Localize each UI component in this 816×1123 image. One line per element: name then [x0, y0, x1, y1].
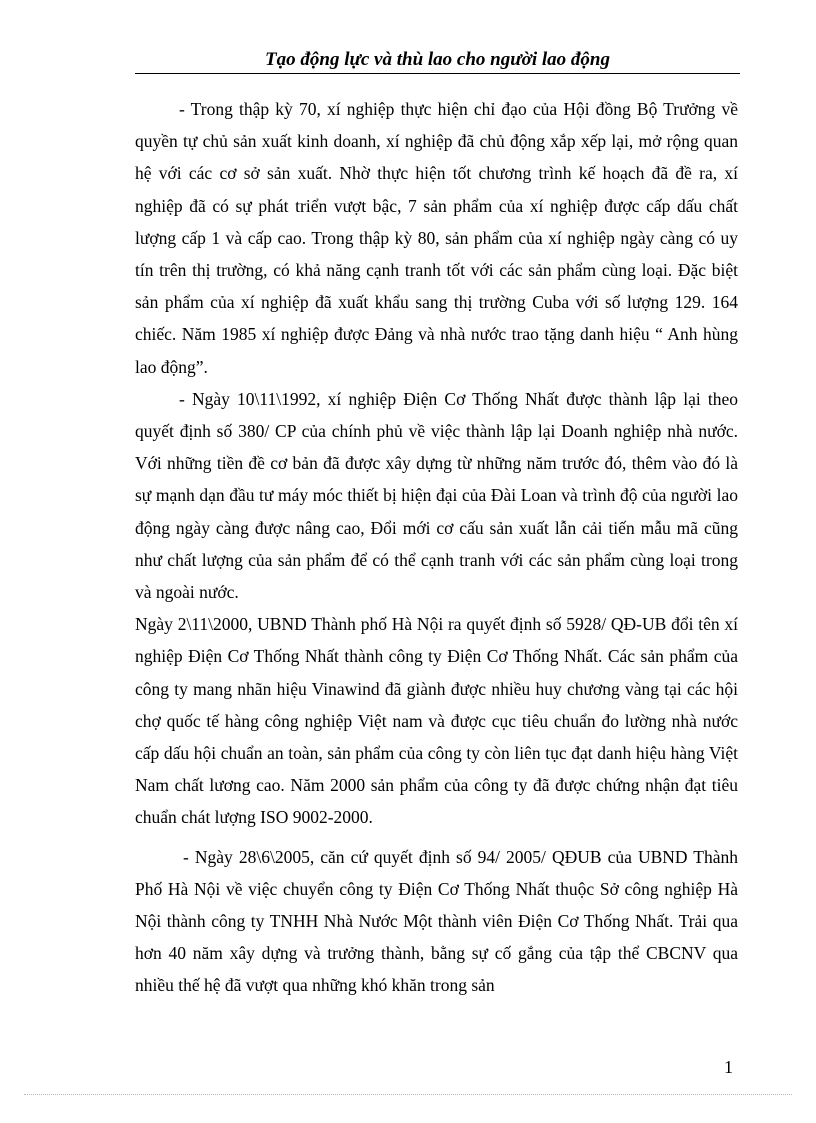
page-bottom-border — [24, 1094, 792, 1095]
page-header-title: Tạo động lực và thù lao cho người lao động — [265, 49, 610, 70]
paragraph-1970s: - Trong thập kỳ 70, xí nghiệp thực hiện chỉ đạo của Hội đồng Bộ Trưởng về quyền tự chủ sản xuất kinh doanh, xí nghiệp đã chủ động xắp xếp lại, mở rộng quan hệ với các cơ sở sản xuất. Nhờ thực hiện tốt chương trình kế hoạch đã đề ra, xí nghiệp đã có sự phát triển vượt bậc, 7 sản phẩm của xí nghiệp được cấp dấu chất lượng cấp 1 và cấp cao. Trong thập kỳ 80, sản phẩm của xí nghiệp ngày càng có uy tín trên thị trường, có khả năng cạnh tranh tốt với các sản phẩm cùng loại. Đặc biệt sản phẩm của xí nghiệp đã xuất khẩu sang thị trường Cuba với số lượng 129. 164 chiếc. Năm 1985 xí nghiệp được Đảng và nhà nước trao tặng danh hiệu “ Anh hùng lao động”. — [135, 99, 738, 377]
paragraph-2005: - Ngày 28\6\2005, căn cứ quyết định số 94/ 2005/ QĐUB của UBND Thành Phố Hà Nội về việc chuyển công ty Điện Cơ Thống Nhất thuộc Sở công nghiệp Hà Nội thành công ty TNHH Nhà Nước Một thành viên Điện Cơ Thống Nhất. Trải qua hơn 40 năm xây dựng và trưởng thành, bằng sự cố gắng của tập thể CBCNV qua nhiều thế hệ đã vượt qua những khó khăn trong sản — [135, 846, 738, 996]
paragraph-spacer — [135, 834, 738, 841]
page-number: 1 — [724, 1057, 733, 1077]
paragraph-2000: Ngày 2\11\2000, UBND Thành phố Hà Nội ra quyết định số 5928/ QĐ-UB đổi tên xí nghiệp Điện Cơ Thống Nhất thành công ty Điện Cơ Thống Nhất. Các sản phẩm của công ty mang nhãn hiệu Vinawind đã giành được nhiều huy chương vàng tại các hội chợ quốc tế hàng công nghiệp Việt nam và được cục tiêu chuẩn đo lường nhà nước cấp dấu hội chuẩn an toàn, sản phẩm của công ty còn liên tục đạt danh hiệu hàng Việt Nam chất lương cao. Năm 2000 sản phẩm của công ty đã được chứng nhận đạt tiêu chuẩn chát lượng ISO 9002-2000. — [135, 614, 738, 828]
header-divider — [135, 73, 740, 74]
paragraph-1992: - Ngày 10\11\1992, xí nghiệp Điện Cơ Thống Nhất được thành lập lại theo quyết định số 380/ CP của chính phủ về việc thành lập lại Doanh nghiệp nhà nước. Với những tiền đề cơ bản đã được xây dựng từ những năm trước đó, thêm vào đó là sự mạnh dạn đầu tư máy móc thiết bị hiện đại của Đài Loan và trình độ của người lao động ngày càng được nâng cao, Đổi mới cơ cấu sản xuất lẫn cải tiến mẫu mã cũng như chất lượng của sản phẩm để có thể cạnh tranh với các sản phẩm cùng loại trong và ngoài nước. — [135, 388, 738, 603]
document-body — [135, 93, 738, 1002]
